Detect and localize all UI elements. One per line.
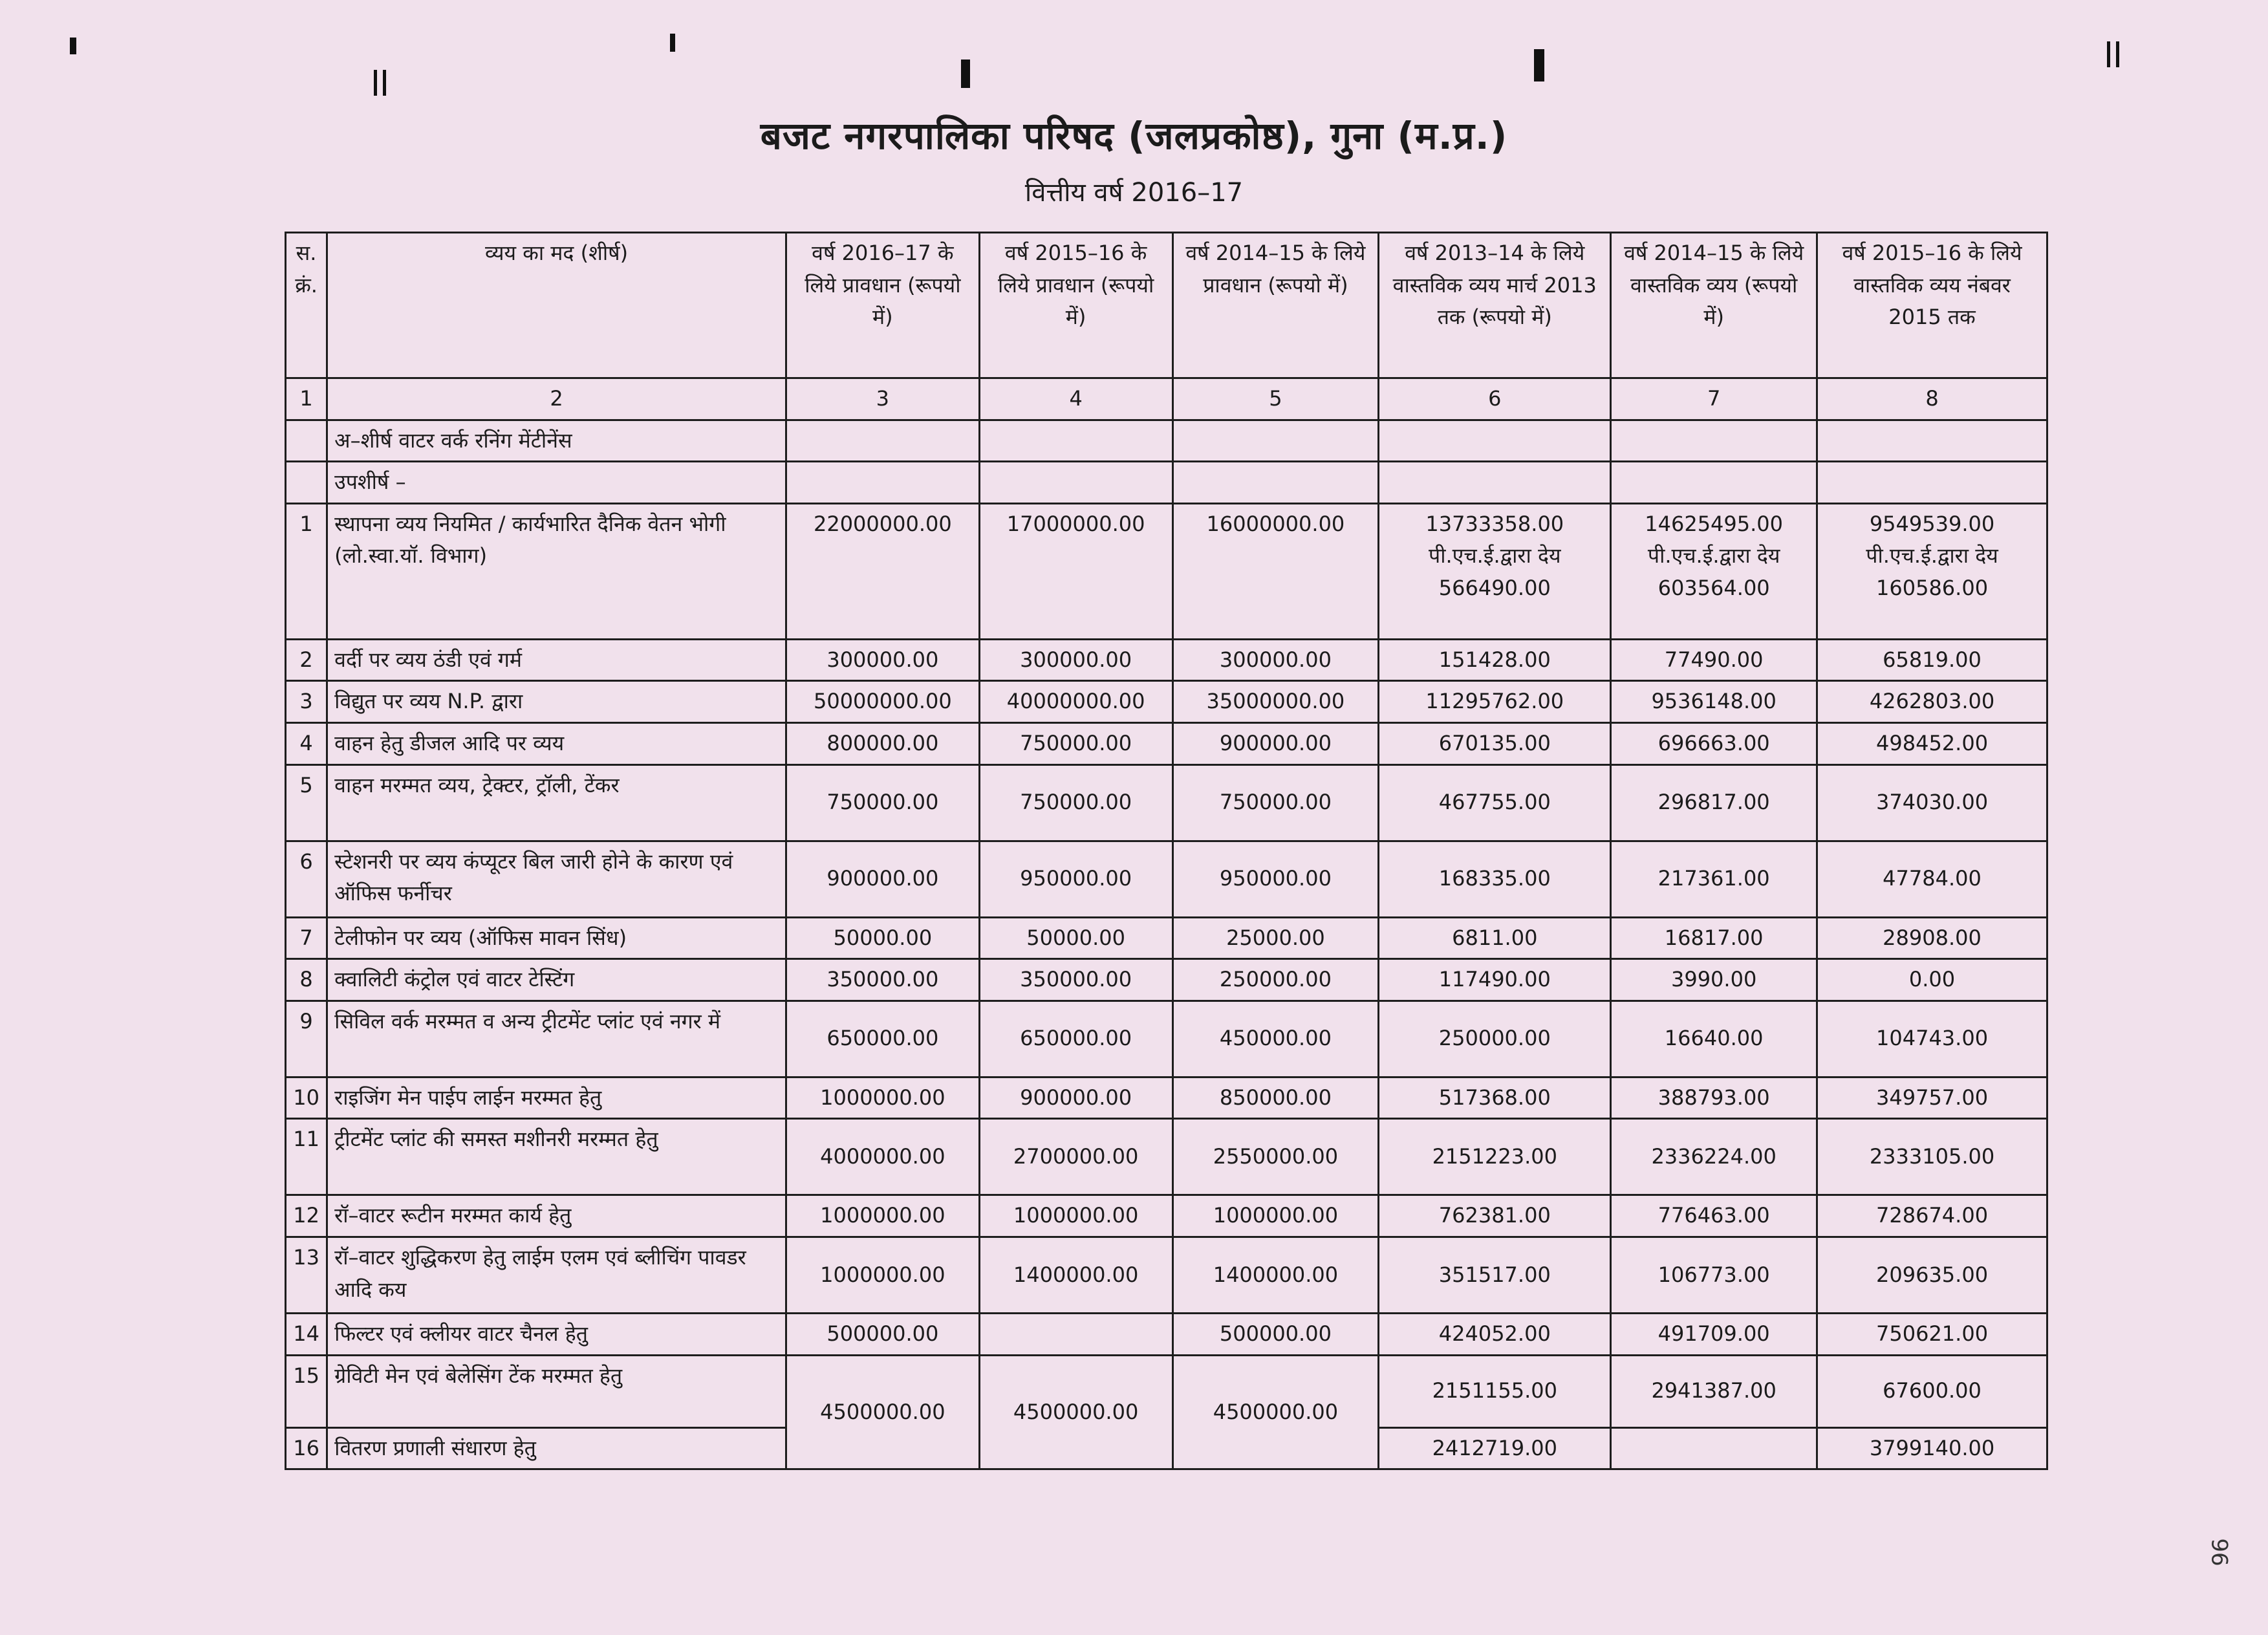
- empty-cell: [1611, 420, 1817, 462]
- row-c4: 40000000.00: [979, 681, 1172, 723]
- row-c6: 424052.00: [1379, 1313, 1611, 1355]
- scan-mark: [70, 38, 76, 54]
- sub-head: उपशीर्ष –: [327, 462, 786, 504]
- empty-cell: [786, 420, 979, 462]
- actual-amount: 14625495.00: [1645, 511, 1784, 536]
- column-number: 1: [286, 378, 327, 420]
- column-number: 2: [327, 378, 786, 420]
- row-c5: 950000.00: [1172, 841, 1379, 917]
- row-c7: 2941387.00: [1611, 1355, 1817, 1427]
- row-sr: 3: [286, 681, 327, 723]
- row-sr: 9: [286, 1001, 327, 1077]
- row-item: वितरण प्रणाली संधारण हेतु: [327, 1427, 786, 1469]
- row-item: विद्युत पर व्यय N.P. द्वारा: [327, 681, 786, 723]
- budget-table: [285, 232, 2048, 1470]
- row-c5: 300000.00: [1172, 639, 1379, 681]
- row-c6: 151428.00: [1379, 639, 1611, 681]
- row-c5: 750000.00: [1172, 764, 1379, 841]
- row-c6: 11295762.00: [1379, 681, 1611, 723]
- row-c7: 9536148.00: [1611, 681, 1817, 723]
- actual-amount: 9549539.00: [1869, 511, 1995, 536]
- row-c6: 467755.00: [1379, 764, 1611, 841]
- row-sr: 6: [286, 841, 327, 917]
- scan-mark: [961, 60, 970, 88]
- row-item: वर्दी पर व्यय ठंडी एवं गर्म: [327, 639, 786, 681]
- row-c3: 500000.00: [786, 1313, 979, 1355]
- table-row: [286, 1355, 2047, 1427]
- row-c7: 16640.00: [1611, 1001, 1817, 1077]
- row-c7: 388793.00: [1611, 1077, 1817, 1119]
- row-sr: 7: [286, 917, 327, 959]
- row-sr: 2: [286, 639, 327, 681]
- row-item: सिविल वर्क मरम्मत व अन्य ट्रीटमेंट प्लांट एवं नगर में: [327, 1001, 786, 1077]
- row-sr: 4: [286, 722, 327, 764]
- row-c6: 517368.00: [1379, 1077, 1611, 1119]
- table-row: [286, 841, 2047, 917]
- row-c7: [1611, 503, 1817, 639]
- row-item: वाहन हेतु डीजल आदि पर व्यय: [327, 722, 786, 764]
- row-c3: 350000.00: [786, 959, 979, 1001]
- empty-cell: [1172, 420, 1379, 462]
- row-sr: 5: [286, 764, 327, 841]
- row-c5: 850000.00: [1172, 1077, 1379, 1119]
- row-c3: 1000000.00: [786, 1195, 979, 1237]
- phe-payable-label: पी.एच.ई.द्वारा देय: [1429, 543, 1561, 568]
- empty-cell: [1817, 420, 2047, 462]
- row-c5: 4500000.00: [1172, 1355, 1379, 1469]
- header-item: व्यय का मद (शीर्ष): [327, 233, 786, 378]
- row-c4: 900000.00: [979, 1077, 1172, 1119]
- empty-cell: [1379, 420, 1611, 462]
- row-c8: 47784.00: [1817, 841, 2047, 917]
- row-c3: 750000.00: [786, 764, 979, 841]
- row-c5: 2550000.00: [1172, 1119, 1379, 1195]
- document-title: बजट नगरपालिका परिषद (जलप्रकोष्ठ), गुना (म.प्र.): [760, 114, 1508, 158]
- empty-cell: [286, 462, 327, 504]
- row-sr: 12: [286, 1195, 327, 1237]
- column-number: 4: [979, 378, 1172, 420]
- column-number: 8: [1817, 378, 2047, 420]
- row-c8: 104743.00: [1817, 1001, 2047, 1077]
- row-c7: 77490.00: [1611, 639, 1817, 681]
- table-row: [286, 917, 2047, 959]
- row-sr: 8: [286, 959, 327, 1001]
- row-c8: 4262803.00: [1817, 681, 2047, 723]
- row-item: क्वालिटी कंट्रोल एवं वाटर टेस्टिंग: [327, 959, 786, 1001]
- row-c8: 3799140.00: [1817, 1427, 2047, 1469]
- row-c6: 6811.00: [1379, 917, 1611, 959]
- row-c5: 16000000.00: [1172, 503, 1379, 639]
- row-item: ट्रीटमेंट प्लांट की समस्त मशीनरी मरम्मत हेतु: [327, 1119, 786, 1195]
- row-c5: 25000.00: [1172, 917, 1379, 959]
- empty-cell: [286, 420, 327, 462]
- table-row: [286, 1237, 2047, 1313]
- header-row: [286, 233, 2047, 378]
- header-c4: वर्ष 2015–16 के लिये प्रावधान (रूपयो में): [979, 233, 1172, 378]
- scan-mark: [374, 70, 377, 96]
- row-c6: 670135.00: [1379, 722, 1611, 764]
- row-item: राइजिंग मेन पाईप लाईन मरम्मत हेतु: [327, 1077, 786, 1119]
- row-c6: 117490.00: [1379, 959, 1611, 1001]
- scan-mark: [2116, 41, 2119, 67]
- scan-mark: [670, 34, 675, 52]
- row-sr: 1: [286, 503, 327, 639]
- row-c8: 209635.00: [1817, 1237, 2047, 1313]
- table-row: [286, 503, 2047, 639]
- header-c5: वर्ष 2014–15 के लिये प्रावधान (रूपयो में): [1172, 233, 1379, 378]
- row-c5: 1000000.00: [1172, 1195, 1379, 1237]
- row-c4: 950000.00: [979, 841, 1172, 917]
- row-c3: 300000.00: [786, 639, 979, 681]
- header-c3: वर्ष 2016–17 के लिये प्रावधान (रूपयो में): [786, 233, 979, 378]
- row-c8: 65819.00: [1817, 639, 2047, 681]
- row-c8: 0.00: [1817, 959, 2047, 1001]
- row-c3: 900000.00: [786, 841, 979, 917]
- row-c7: 491709.00: [1611, 1313, 1817, 1355]
- row-item: रॉ–वाटर रूटीन मरम्मत कार्य हेतु: [327, 1195, 786, 1237]
- row-c5: 35000000.00: [1172, 681, 1379, 723]
- row-sr: 15: [286, 1355, 327, 1427]
- row-c7: 106773.00: [1611, 1237, 1817, 1313]
- table-row: [286, 959, 2047, 1001]
- header-sr: स. क्रं.: [286, 233, 327, 378]
- section-head-row: [286, 420, 2047, 462]
- row-c7: 217361.00: [1611, 841, 1817, 917]
- row-c7: [1611, 1427, 1817, 1469]
- row-c4: 750000.00: [979, 722, 1172, 764]
- row-c4: 650000.00: [979, 1001, 1172, 1077]
- column-number: 7: [1611, 378, 1817, 420]
- row-c5: 250000.00: [1172, 959, 1379, 1001]
- row-c6: 168335.00: [1379, 841, 1611, 917]
- scan-mark: [1534, 49, 1544, 81]
- phe-payable-amount: 160586.00: [1876, 575, 1989, 600]
- row-c4: 4500000.00: [979, 1355, 1172, 1469]
- row-c4: 750000.00: [979, 764, 1172, 841]
- row-c3: 4500000.00: [786, 1355, 979, 1469]
- row-c7: 2336224.00: [1611, 1119, 1817, 1195]
- phe-payable-amount: 603564.00: [1658, 575, 1770, 600]
- table-row: [286, 1119, 2047, 1195]
- row-c4: 1400000.00: [979, 1237, 1172, 1313]
- phe-payable-label: पी.एच.ई.द्वारा देय: [1647, 543, 1780, 568]
- row-c5: 1400000.00: [1172, 1237, 1379, 1313]
- row-item: रॉ–वाटर शुद्धिकरण हेतु लाईम एलम एवं ब्लीचिंग पावडर आदि कय: [327, 1237, 786, 1313]
- row-c8: 498452.00: [1817, 722, 2047, 764]
- row-c3: 650000.00: [786, 1001, 979, 1077]
- column-number-row: [286, 378, 2047, 420]
- row-c8: 349757.00: [1817, 1077, 2047, 1119]
- row-sr: 10: [286, 1077, 327, 1119]
- table-row: [286, 722, 2047, 764]
- row-c8: 750621.00: [1817, 1313, 2047, 1355]
- row-c7: 16817.00: [1611, 917, 1817, 959]
- row-c3: 800000.00: [786, 722, 979, 764]
- row-sr: 13: [286, 1237, 327, 1313]
- empty-cell: [979, 420, 1172, 462]
- row-item: स्टेशनरी पर व्यय कंप्यूटर बिल जारी होने के कारण एवं ऑफिस फर्नीचर: [327, 841, 786, 917]
- row-c3: 1000000.00: [786, 1237, 979, 1313]
- row-c5: 500000.00: [1172, 1313, 1379, 1355]
- row-c3: 1000000.00: [786, 1077, 979, 1119]
- row-c3: 50000000.00: [786, 681, 979, 723]
- empty-cell: [1817, 462, 2047, 504]
- row-c7: 696663.00: [1611, 722, 1817, 764]
- table-row: [286, 1001, 2047, 1077]
- row-c6: 762381.00: [1379, 1195, 1611, 1237]
- row-c4: 50000.00: [979, 917, 1172, 959]
- row-item: ग्रेविटी मेन एवं बेलेसिंग टेंक मरम्मत हेतु: [327, 1355, 786, 1427]
- header-c8: वर्ष 2015–16 के लिये वास्तविक व्यय नंबवर 2015 तक: [1817, 233, 2047, 378]
- row-c8: [1817, 503, 2047, 639]
- table-row: [286, 1077, 2047, 1119]
- row-c3: 4000000.00: [786, 1119, 979, 1195]
- phe-payable-amount: 566490.00: [1438, 575, 1551, 600]
- empty-cell: [1172, 462, 1379, 504]
- row-c8: 728674.00: [1817, 1195, 2047, 1237]
- document-subtitle: वित्तीय वर्ष 2016–17: [1024, 178, 1244, 208]
- row-c3: 22000000.00: [786, 503, 979, 639]
- actual-amount: 13733358.00: [1425, 511, 1564, 536]
- table-row: [286, 1195, 2047, 1237]
- empty-cell: [979, 462, 1172, 504]
- row-c3: 50000.00: [786, 917, 979, 959]
- row-c6: [1379, 503, 1611, 639]
- page-number-note: 96: [2206, 1538, 2232, 1566]
- row-c8: 374030.00: [1817, 764, 2047, 841]
- row-c7: 296817.00: [1611, 764, 1817, 841]
- empty-cell: [1379, 462, 1611, 504]
- header-c7: वर्ष 2014–15 के लिये वास्तविक व्यय (रूपयो में): [1611, 233, 1817, 378]
- row-sr: 14: [286, 1313, 327, 1355]
- row-item: टेलीफोन पर व्यय (ऑफिस मावन सिंध): [327, 917, 786, 959]
- column-number: 3: [786, 378, 979, 420]
- row-c4: [979, 1313, 1172, 1355]
- scan-mark: [2107, 41, 2110, 67]
- row-sr: 11: [286, 1119, 327, 1195]
- row-c8: 28908.00: [1817, 917, 2047, 959]
- row-c4: 1000000.00: [979, 1195, 1172, 1237]
- budget-rows: [286, 639, 2047, 1355]
- section-head: अ–शीर्ष वाटर वर्क रनिंग मेंटीनेंस: [327, 420, 786, 462]
- row-c6: 250000.00: [1379, 1001, 1611, 1077]
- column-number: 6: [1379, 378, 1611, 420]
- row-c4: 17000000.00: [979, 503, 1172, 639]
- empty-cell: [786, 462, 979, 504]
- empty-cell: [1611, 462, 1817, 504]
- row-sr: 16: [286, 1427, 327, 1469]
- row-c6: 2151155.00: [1379, 1355, 1611, 1427]
- row-c6: 351517.00: [1379, 1237, 1611, 1313]
- sub-head-row: [286, 462, 2047, 504]
- row-c5: 450000.00: [1172, 1001, 1379, 1077]
- row-c4: 2700000.00: [979, 1119, 1172, 1195]
- row-c8: 67600.00: [1817, 1355, 2047, 1427]
- row-c6: 2151223.00: [1379, 1119, 1611, 1195]
- table-row: [286, 681, 2047, 723]
- row-item: स्थापना व्यय नियमित / कार्यभारित दैनिक वेतन भोगी (लो.स्वा.यॉ. विभाग): [327, 503, 786, 639]
- row-c4: 300000.00: [979, 639, 1172, 681]
- row-c4: 350000.00: [979, 959, 1172, 1001]
- row-c7: 776463.00: [1611, 1195, 1817, 1237]
- row-c6: 2412719.00: [1379, 1427, 1611, 1469]
- row-c7: 3990.00: [1611, 959, 1817, 1001]
- row-item: वाहन मरम्मत व्यय, ट्रेक्टर, ट्रॉली, टेंकर: [327, 764, 786, 841]
- scan-mark: [383, 70, 386, 96]
- row-item: फिल्टर एवं क्लीयर वाटर चैनल हेतु: [327, 1313, 786, 1355]
- phe-payable-label: पी.एच.ई.द्वारा देय: [1866, 543, 1998, 568]
- header-c6: वर्ष 2013–14 के लिये वास्तविक व्यय मार्च 2013 तक (रूपयो में): [1379, 233, 1611, 378]
- table-row: [286, 639, 2047, 681]
- table-row: [286, 764, 2047, 841]
- column-number: 5: [1172, 378, 1379, 420]
- row-c8: 2333105.00: [1817, 1119, 2047, 1195]
- table-row: [286, 1313, 2047, 1355]
- row-c5: 900000.00: [1172, 722, 1379, 764]
